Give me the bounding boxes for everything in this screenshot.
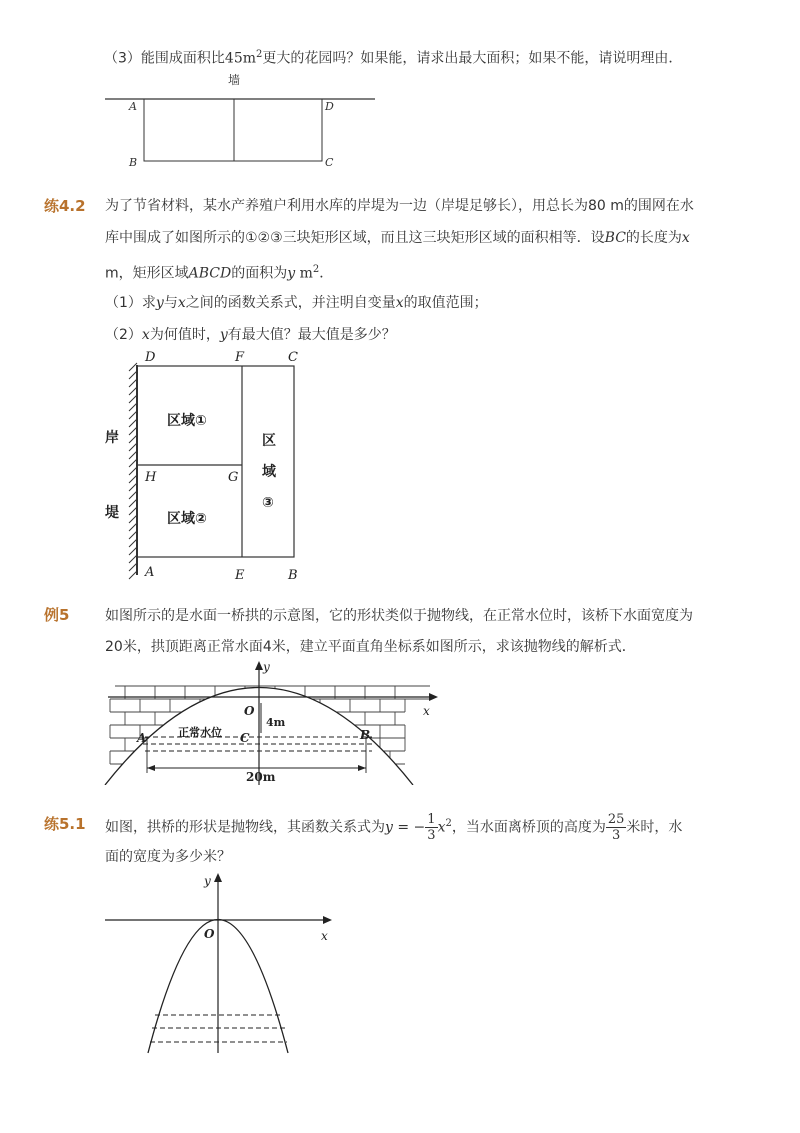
origin-label: O [244, 704, 255, 718]
axis-y-label: y [204, 874, 211, 888]
p51-line2: 面的宽度为多少米？ [105, 849, 231, 865]
y-axis-arrow [255, 661, 263, 670]
point-b-label: B [360, 728, 371, 742]
garden-rect [144, 99, 322, 161]
wall-label: 墙 [228, 73, 241, 87]
height-label: 4m [266, 716, 286, 729]
point-a: A [129, 100, 137, 113]
label-g: G [228, 470, 239, 485]
x-axis-arrow [323, 916, 332, 924]
point-b: B [129, 156, 138, 169]
example-5-label: 例5 [44, 606, 70, 624]
p42-line3: m，矩形区域ABCD的面积为y $m^2$． [105, 264, 334, 282]
point-c-label: C [240, 731, 250, 745]
problem-4-2-label: 练4.2 [44, 197, 86, 215]
problem-5-1-label: 练5.1 [44, 815, 86, 833]
region-2-label: 区域② [167, 511, 207, 527]
p42-sub1: （1）求y与x之间的函数关系式，并注明自变量x的取值范围； [105, 295, 488, 311]
point-c: C [325, 156, 334, 169]
y-axis-arrow [214, 873, 222, 882]
ex5-line2: 20米，拱顶距离正常水面4米，建立平面直角坐标系如图所示，求该抛物线的解析式． [105, 639, 636, 655]
label-e: E [235, 568, 245, 583]
label-f: F [235, 350, 245, 365]
regions-figure [100, 345, 315, 585]
region-1-label: 区域① [167, 413, 207, 429]
bank-char-1: 岸 [105, 430, 119, 446]
p42-sub2: （2）x为何值时，y有最大值？最大值是多少？ [105, 327, 396, 343]
water-level-label: 正常水位 [178, 726, 222, 739]
point-a-label: A [137, 731, 147, 745]
x-axis-arrow [429, 693, 438, 701]
point-d: D [325, 100, 334, 113]
width-arrow-left [147, 765, 155, 771]
label-d: D [145, 350, 156, 365]
ex5-line1: 如图所示的是水面一桥拱的示意图，它的形状类似于抛物线，在正常水位时，该桥下水面宽度为 [105, 608, 693, 624]
p51-line1: 如图，拱桥的形状是抛物线，其函数关系式为y = − $\frac{1}{3}$ $x^2$，当水面离桥顶的高度为 $\frac{25}{3}$ 米时，水 [105, 812, 683, 844]
width-arrow-right [358, 765, 366, 771]
bank-char-2: 堤 [105, 505, 119, 521]
region-3-char-2: 域 [262, 464, 276, 480]
axis-y-label: y [263, 660, 270, 674]
garden-figure [100, 66, 385, 176]
label-h: H [145, 470, 157, 485]
bank-hatching [129, 363, 137, 579]
axis-x-label: x [423, 704, 430, 718]
region-3-char-1: 区 [262, 433, 276, 449]
origin-label: O [204, 927, 215, 941]
axis-x-label: x [321, 929, 328, 943]
rect-abcd [137, 366, 294, 557]
parabola-figure [100, 868, 340, 1058]
p42-line1: 为了节省材料，某水产养殖户利用水库的岸堤为一边（岸堤足够长），用总长为80 m的围网在水 [105, 198, 694, 214]
q3-line: （3）能围成面积比$45m^2$更大的花园吗？如果能，请求出最大面积；如果不能，请说明理由． [104, 49, 683, 67]
bridge-figure [100, 655, 445, 785]
region-3-char-3: ③ [262, 495, 274, 511]
label-b: B [288, 568, 298, 583]
width-label: 20m [246, 770, 276, 784]
label-a: A [145, 565, 155, 580]
label-c: C [288, 350, 298, 365]
p42-line2: 库中围成了如图所示的①②③三块矩形区域，而且这三块矩形区域的面积相等．设BC的长度为x [105, 230, 690, 246]
